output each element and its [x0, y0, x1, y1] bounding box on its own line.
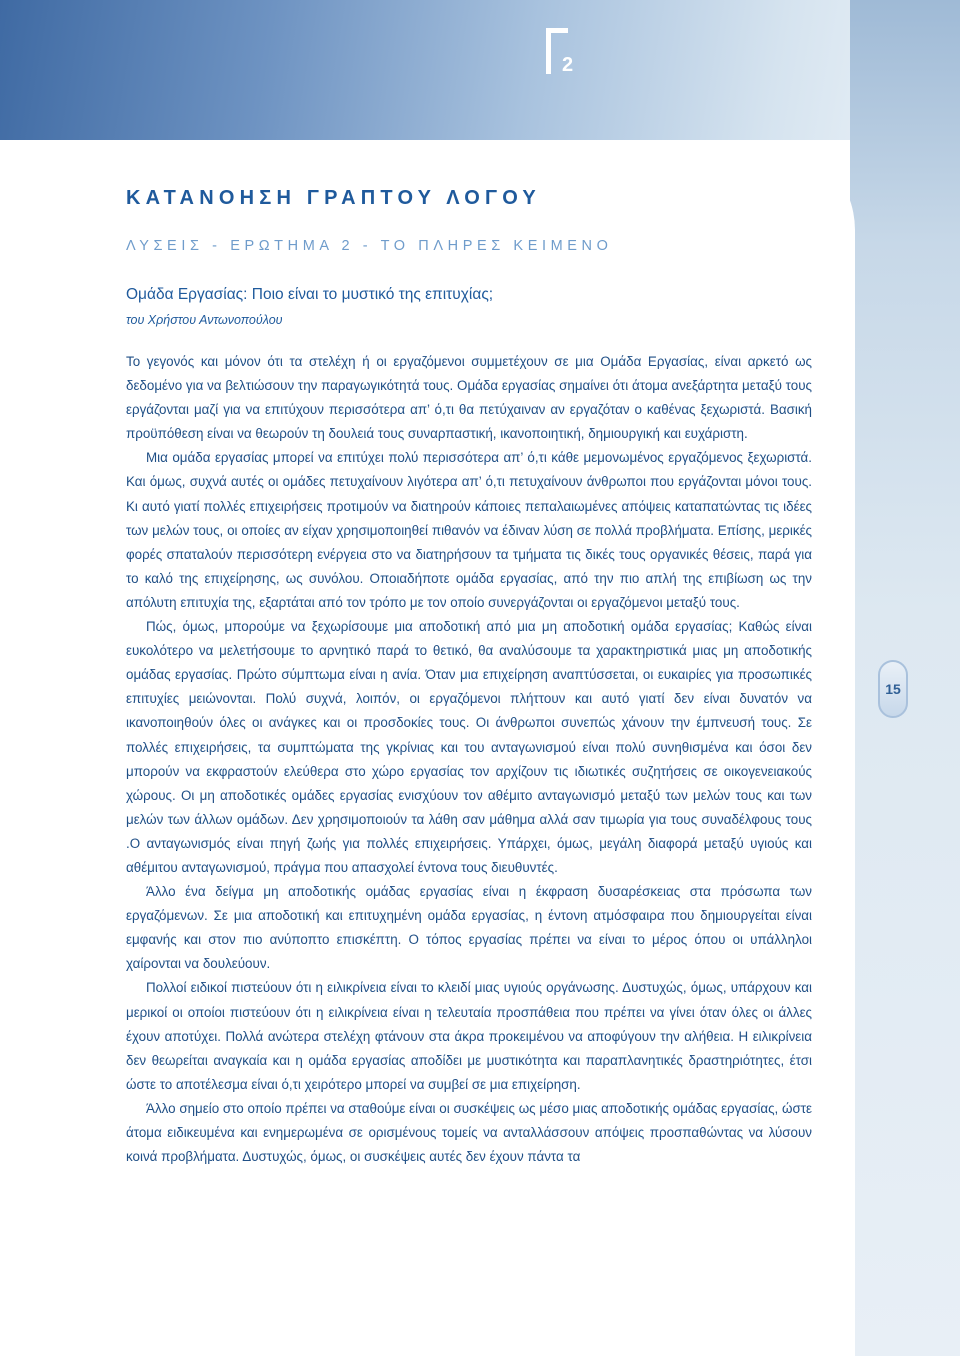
paragraph: Το γεγονός και μόνον ότι τα στελέχη ή οι εργαζόμενοι συμμετέχουν σε μια Ομάδα Εργασίας, είναι αρκετό ως δεδομένο για να βελτιώσουν την παραγωγικότητά τους. Ομάδα εργασίας σημαίνει ότι άτομα ανεξάρτητα μεταξύ τους εργάζονται μαζί για να επιτύχουν περισσότερα απ’ ό,τι θα πετύχαιναν αν εργαζόταν ο καθένας ξεχωριστά. Βασική προϋπόθεση είναι να θεωρούν τη δουλειά τους συναρπαστική, ικανοποιητική, δημιουργική και ευχάριστη.	[126, 354, 812, 442]
paragraph: Άλλο σημείο στο οποίο πρέπει να σταθούμε είναι οι συσκέψεις ως μέσο μιας αποδοτικής ομάδας εργασίας, ώστε άτομα ειδικευμένα και ενημερωμένα σε ορισμένους τομείς να ανταλλάσσουν απόψεις προσπαθώντας να λύσουν κοινά προβλήματα. Δυστυχώς, όμως, οι συσκέψεις αυτές δεν έχουν πάντα τα	[126, 1100, 812, 1165]
paragraph: Πώς, όμως, μπορούμε να ξεχωρίσουμε μια αποδοτική από μια μη αποδοτική ομάδα εργασίας; Καθώς είναι ευκολότερο να μελετήσουμε το αρνητικό παρά το θετικό, θα αναλύσουμε τα χαρακτηριστικά μιας μη αποδοτικής ομάδας εργασίας. Πρώτο σύμπτωμα είναι η ανία. Όταν μια επιχείρηση αναπτύσσεται, οι ευκαιρίες για προσωπικές επιτυχίες μειώνονται. Πολύ συχνά, λοιπόν, οι εργαζόμενοι πλήττουν και αυτό γιατί δεν είναι δυνατόν να ικανοποιηθούν όλες οι ανάγκες και οι προσδοκίες τους. Οι άνθρωποι συνεπώς χάνουν την έμπνευσή τους. Σε πολλές επιχειρήσεις, τα συμπτώματα της γκρίνιας και του ανταγωνισμού είναι πολύ συνηθισμένα και όσοι δεν μπορούν να εκφραστούν ελεύθερα στο χώρο εργασίας τον αρχίζουν τις ιδιωτικές συζητήσεις σε οικογενειακούς χώρους. Οι μη αποδοτικές ομάδες εργασίας ενισχύουν τον αθέμιτο ανταγωνισμό μεταξύ των μελών τους και των μελών των άλλων ομάδων. Δεν χρησιμοποιούν τα λάθη σαν μάθημα αλλά σαν τιμωρία για τους συναδέλφους τους .Ο ανταγωνισμός είναι πηγή ζωής για πολλές επιχειρήσεις. Υπάρχει, όμως, μεγάλη διαφορά μεταξύ υγιούς και αθέμιτου ανταγωνισμού, πράγμα που απασχολεί έντονα τους διευθυντές.	[126, 619, 812, 875]
subsection-title: ΛΥΣΕΙΣ - ΕΡΩΤΗΜΑ 2 - ΤΟ ΠΛΗΡΕΣ ΚΕΙΜΕΝΟ	[126, 238, 613, 254]
article-title: Ομάδα Εργασίας: Ποιο είναι το μυστικό της επιτυχίας;	[126, 286, 494, 303]
chapter-letter-gamma-icon	[546, 28, 551, 74]
section-title: ΚΑΤΑΝΟΗΣΗ ΓΡΑΠΤΟΥ ΛΟΓΟΥ	[126, 187, 541, 209]
paragraph: Άλλο ένα δείγμα μη αποδοτικής ομάδας εργασίας είναι η έκφραση δυσαρέσκειας στα πρόσωπα των εργαζόμενων. Σε μια αποδοτική και επιτυχημένη ομάδα εργασίας, η έντονη ατμόσφαιρα που δημιουργείται είναι εμφανής και στον πιο ανύποπτο επισκέπτη. Ο τόπος εργασίας πρέπει να είναι το μέρος όπου οι υπάλληλοι χαίρονται να δουλεύουν.	[126, 884, 812, 972]
paragraph: Μια ομάδα εργασίας μπορεί να επιτύχει πολύ περισσότερα απ’ ό,τι κάθε μεμονωμένος εργαζόμενος ξεχωριστά. Και όμως, συχνά αυτές οι ομάδες πετυχαίνουν λιγότερα απ’ ό,τι πετυχαίνουν άνθρωποι που εργάζονται μόνοι τους. Κι αυτό γιατί πολλές επιχειρήσεις προτιμούν να διατηρούν κάποιες πεπαλαιωμένες απόψεις καταπατώντας τις ιδέες των μελών τους, οι οποίες αν είχαν χρησιμοποιηθεί πιθανόν να έδιναν λύση σε πολλά προβλήματα. Επίσης, μερικές φορές σπαταλούν περισσότερη ενέργεια στο να διατηρήσουν τα τμήματα τις δικές τους οργανικές θέσεις, παρά για το καλό της επιχείρησης, ως συνόλου. Οποιαδήποτε ομάδα εργασίας, από την πιο απλή της επιβίωση ως την απόλυτη επιτυχία της, εξαρτάται από τον τρόπο με τον οποίο συνεργάζονται οι εργαζόμενοι μεταξύ τους.	[126, 450, 812, 610]
chapter-marker	[546, 28, 580, 78]
header-gradient-band	[0, 0, 960, 140]
paragraph: Πολλοί ειδικοί πιστεύουν ότι η ειλικρίνεια είναι το κλειδί μιας υγιούς οργάνωσης. Δυστυχώς, όμως, υπάρχουν και μερικοί οι οποίοι πιστεύουν ότι η ειλικρίνεια είναι η τελευταία προσπάθεια που πρέπει να γίνει όταν όλες οι άλλες έχουν αποτύχει. Πολλά ανώτερα στελέχη φτάνουν στα άκρα προκειμένου να αποφύγουν την αλήθεια. Η ειλικρίνεια δεν θεωρείται αναγκαία και η ομάδα εργασίας αποδίδει με μυστικότητα και παραπλανητικές δραστηριότητες, έτσι ώστε το αποτέλεσμα είναι ό,τι χειρότερο μπορεί να συμβεί σε μια επιχείρηση.	[126, 980, 812, 1092]
article-body	[126, 350, 812, 1169]
page-number: 15	[885, 681, 901, 697]
page-number-tab	[878, 660, 908, 718]
article-author: του Χρήστου Αντωνοπούλου	[126, 313, 283, 327]
chapter-number: 2	[562, 54, 574, 76]
